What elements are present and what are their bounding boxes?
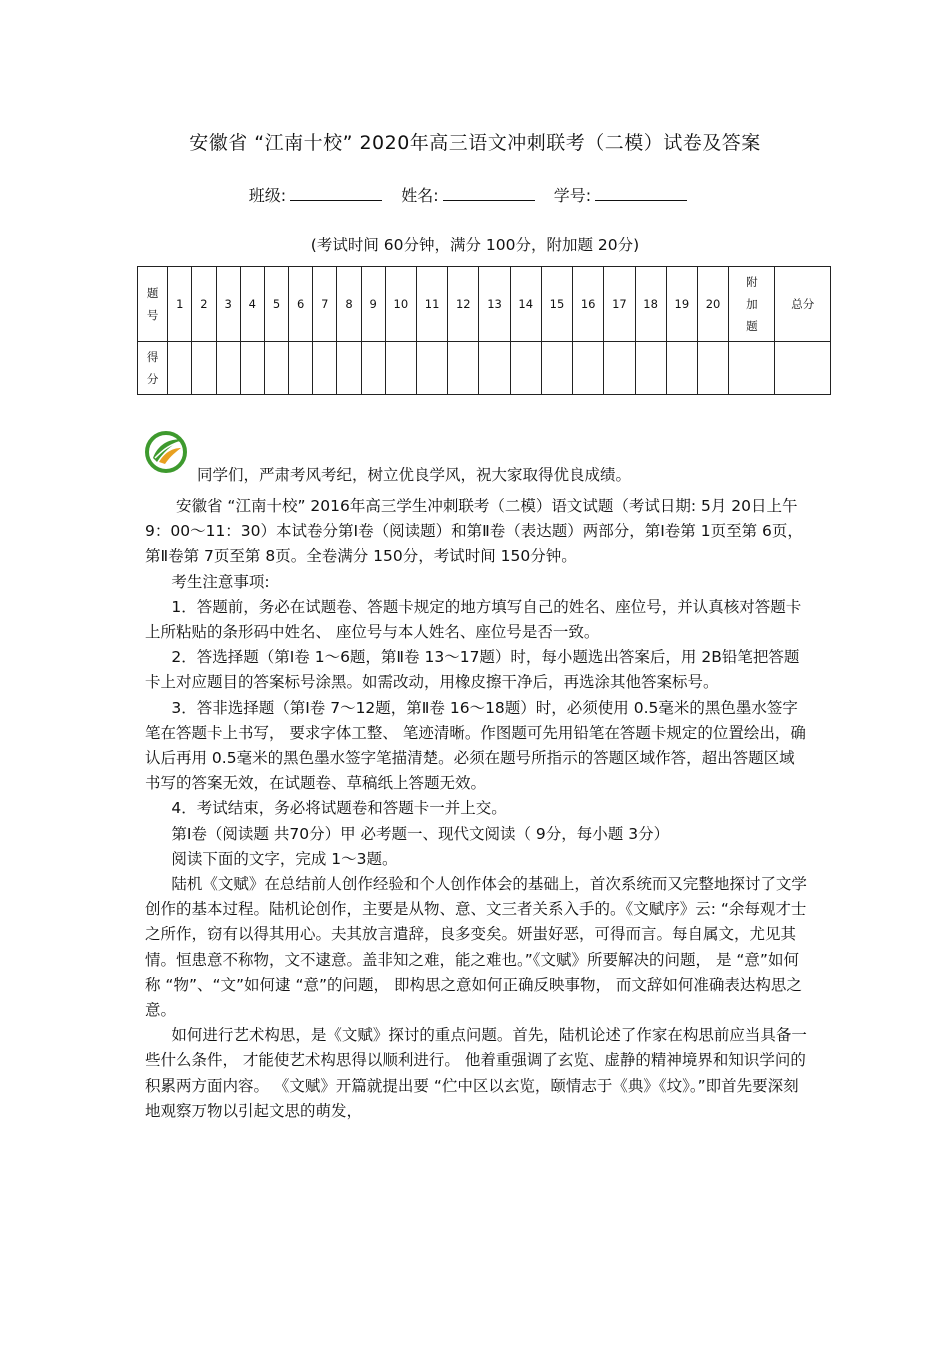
score-cell[interactable] [289, 342, 313, 395]
score-label-cell: 得 分 [138, 342, 168, 395]
score-cell[interactable] [604, 342, 635, 395]
question-number-cell: 5 [264, 267, 288, 342]
question-number-cell: 20 [697, 267, 728, 342]
name-blank[interactable] [443, 184, 535, 201]
paragraph: 如何进行艺术构思，是《文赋》探讨的重点问题。首先，陆机论述了作家在构思前应当具备一些什么条件， 才能使艺术构思得以顺利进行。 他着重强调了玄览、虚静的精神境界和知识学问的积累两方面内容。 《文赋》开篇就提出要 “伫中区以玄览，颐情志于《典》《坟》。”即首先要深刻地观察万物以引起文思的萌发， [145, 1026, 807, 1120]
score-cell[interactable] [697, 342, 728, 395]
class-label: 班级: [248, 186, 287, 205]
question-number-cell: 15 [541, 267, 572, 342]
paragraph: 阅读下面的文字，完成 1～3题。 [171, 849, 398, 868]
question-number-cell: 9 [361, 267, 385, 342]
question-number-cell: 16 [573, 267, 604, 342]
question-number-cell: 12 [448, 267, 479, 342]
score-cell[interactable] [479, 342, 510, 395]
score-cell[interactable] [192, 342, 216, 395]
score-table-header-row [138, 267, 831, 342]
score-cell[interactable] [729, 342, 775, 395]
exam-body-text [145, 494, 810, 1124]
name-label: 姓名: [401, 186, 439, 205]
school-logo-icon [143, 428, 189, 474]
score-cell[interactable] [573, 342, 604, 395]
paragraph: 第Ⅰ卷（阅读题 共70分）甲 必考题一、现代文阅读（ 9分，每小题 3分） [171, 824, 670, 843]
question-number-cell: 8 [337, 267, 361, 342]
question-number-cell: 2 [192, 267, 216, 342]
score-table [137, 266, 831, 395]
greeting-text: 同学们，严肃考风考纪，树立优良学风，祝大家取得优良成绩。 [197, 466, 632, 484]
score-cell[interactable] [448, 342, 479, 395]
paragraph: 考生注意事项: [171, 572, 270, 591]
score-cell[interactable] [337, 342, 361, 395]
paragraph: 1．答题前，务必在试题卷、答题卡规定的地方填写自己的姓名、座位号，并认真核对答题卡上所粘贴的条形码中姓名、 座位号与本人姓名、座位号是否一致。 [145, 597, 802, 642]
question-number-cell: 13 [479, 267, 510, 342]
score-cell[interactable] [635, 342, 666, 395]
paragraph: 3．答非选择题（第Ⅰ卷 7～12题，第Ⅱ卷 16～18题）时，必须使用 0.5毫米的黑色墨水签字笔在答题卡上书写， 要求字体工整、 笔迹清晰。作图题可先用铅笔在答题卡规定的位置绘出，确认后再用 0.5毫米的黑色墨水签字笔描清楚。必须在题号所指示的答题区域作答，超出答题区域书写的答案无效，在试题卷、草稿纸上答题无效。 [145, 698, 806, 793]
question-number-cell: 4 [240, 267, 264, 342]
total-cell: 总分 [775, 267, 831, 342]
paragraph: 4．考试结束，务必将试题卷和答题卡一并上交。 [171, 799, 507, 818]
score-cell[interactable] [313, 342, 337, 395]
score-cell[interactable] [666, 342, 697, 395]
id-blank[interactable] [595, 184, 687, 201]
exam-time-note: (考试时间 60分钟，满分 100分，附加题 20分) [310, 236, 640, 254]
paragraph: 安徽省 “江南十校” 2016年高三学生冲刺联考（二模）语文试题（考试日期: 5月 20日上午 9：00～11：30）本试卷分第Ⅰ卷（阅读题）和第Ⅱ卷（表达题）两部分，第Ⅰ卷第 1页至第 6页，第Ⅱ卷第 7页至第 8页。全卷满分 150分，考试时间 150分钟。 [145, 497, 803, 566]
paragraph: 陆机《文赋》在总结前人创作经验和个人创作体会的基础上，首次系统而又完整地探讨了文学创作的基本过程。陆机论创作，主要是从物、意、文三者关系入手的。《文赋序》云: “余每观才士之所作，窃有以得其用心。夫其放言遣辞，良多变矣。妍蚩好恶，可得而言。每自属文，尤见其情。恒患意不称物，文不逮意。盖非知之难，能之难也。”《文赋》所要解决的问题， 是 “意”如何称 “物”、“文”如何逮 “意”的问题， 即构思之意如何正确反映事物， 而文辞如何准确表达构思之意。 [145, 875, 807, 1020]
question-number-cell: 10 [385, 267, 416, 342]
student-info-line [0, 183, 950, 206]
question-number-cell: 1 [168, 267, 192, 342]
question-number-cell: 19 [666, 267, 697, 342]
question-number-cell: 14 [510, 267, 541, 342]
id-label: 学号: [553, 186, 592, 205]
score-cell[interactable] [216, 342, 240, 395]
score-cell[interactable] [264, 342, 288, 395]
score-cell[interactable] [775, 342, 831, 395]
question-number-cell: 11 [416, 267, 447, 342]
page-title: 安徽省 “江南十校” 2020年高三语文冲刺联考（二模）试卷及答案 [189, 132, 761, 154]
score-cell[interactable] [361, 342, 385, 395]
class-blank[interactable] [290, 184, 382, 201]
question-number-cell: 7 [313, 267, 337, 342]
paragraph: 2．答选择题（第Ⅰ卷 1～6题，第Ⅱ卷 13～17题）时，每小题选出答案后，用 2B铅笔把答题卡上对应题目的答案标号涂黑。如需改动，用橡皮擦干净后，再选涂其他答案标号。 [145, 648, 800, 692]
score-cell[interactable] [385, 342, 416, 395]
question-number-cell: 18 [635, 267, 666, 342]
score-cell[interactable] [541, 342, 572, 395]
score-cell[interactable] [240, 342, 264, 395]
question-number-cell: 6 [289, 267, 313, 342]
score-table-score-row [138, 342, 831, 395]
score-cell[interactable] [416, 342, 447, 395]
extra-question-cell: 附 加 题 [729, 267, 775, 342]
header-label-cell: 题 号 [138, 267, 168, 342]
score-cell[interactable] [510, 342, 541, 395]
score-cell[interactable] [168, 342, 192, 395]
question-number-cell: 17 [604, 267, 635, 342]
question-number-cell: 3 [216, 267, 240, 342]
